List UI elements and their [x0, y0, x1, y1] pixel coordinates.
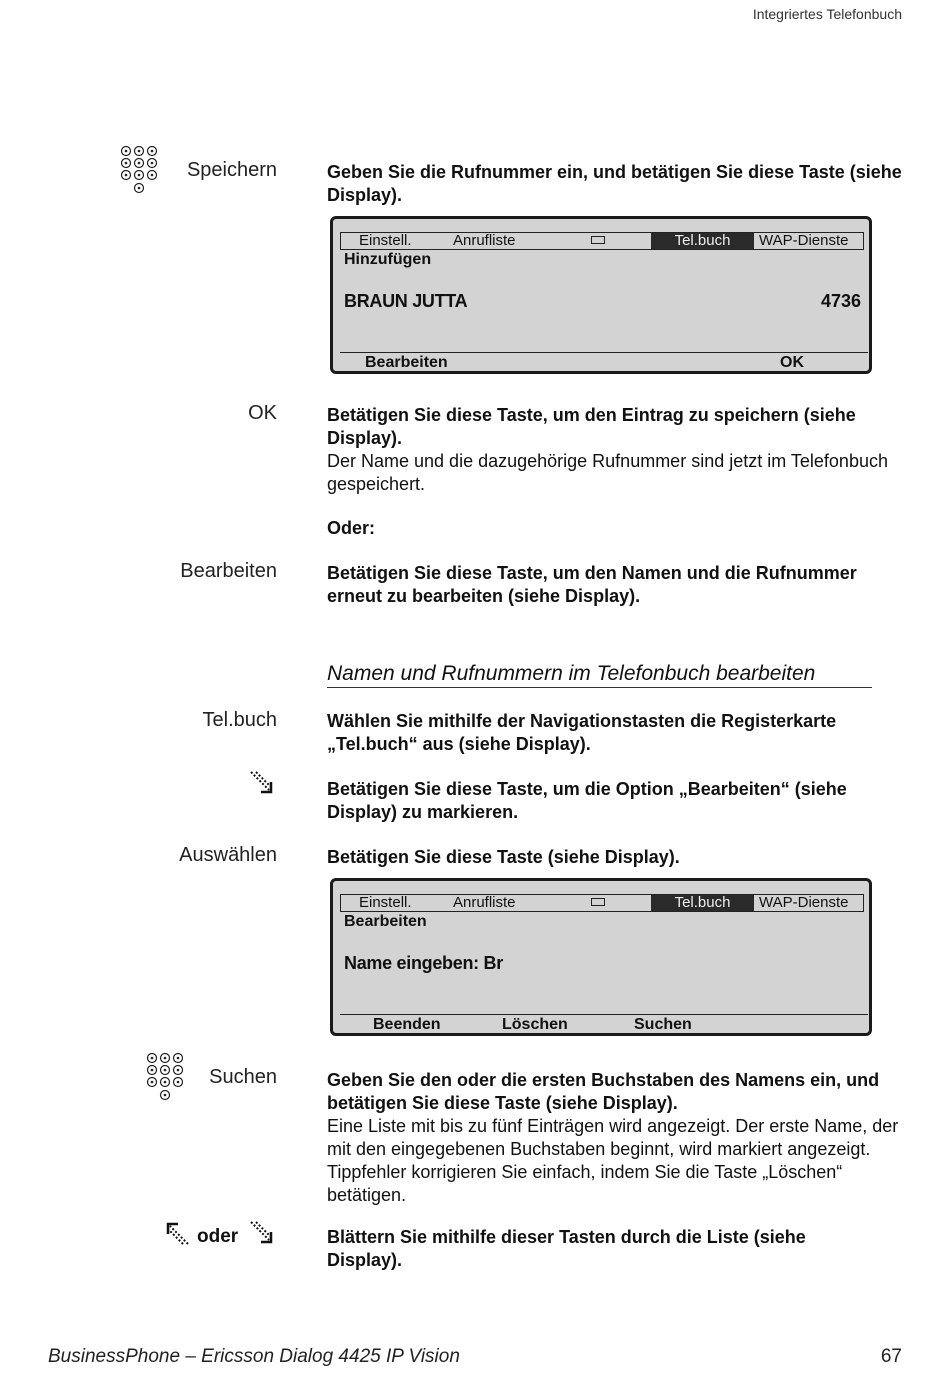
tab-einstell[interactable]: Einstell. [359, 894, 412, 911]
step-bold: Betätigen Sie diese Taste (siehe Display). [327, 847, 680, 867]
message-icon [591, 236, 605, 244]
step-scroll-text [327, 1226, 807, 1272]
tab-telbuch-label[interactable]: Tel.buch [202, 709, 277, 731]
step-bold: Betätigen Sie diese Taste, um die Option „Bearbeiten“ (siehe Display) zu markieren. [327, 779, 847, 822]
softkey-suchen-label[interactable]: Suchen [209, 1066, 277, 1088]
keypad-icon [119, 145, 159, 197]
softkey-divider [340, 352, 868, 353]
display-tabs [340, 894, 864, 912]
running-header: Integriertes Telefonbuch [752, 6, 902, 22]
display-entry-number: 4736 [820, 291, 861, 311]
message-icon [591, 898, 605, 906]
tab-telbuch[interactable]: Tel.buch [651, 895, 754, 911]
tab-telbuch[interactable]: Tel.buch [651, 233, 754, 249]
step-bold: Betätigen Sie diese Taste, um den Namen und die Rufnummer erneut zu bearbeiten (siehe Display). [327, 563, 857, 606]
oder-label: oder [197, 1226, 239, 1247]
phone-display-add [330, 216, 872, 374]
step-normal: Der Name und die dazugehörige Rufnummer sind jetzt im Telefonbuch gespeichert. [327, 451, 888, 494]
softkey-ok[interactable]: OK [780, 354, 804, 371]
section-heading: Namen und Rufnummern im Telefonbuch bearbeiten [327, 662, 872, 688]
display-name-prompt[interactable]: Name eingeben: Br [344, 953, 503, 973]
step-arrow-text [327, 778, 907, 824]
tab-anrufliste[interactable]: Anrufliste [453, 232, 516, 249]
tab-wap-dienste[interactable]: WAP-Dienste [759, 232, 849, 249]
step-suchen-text [327, 1069, 907, 1207]
tab-anrufliste[interactable]: Anrufliste [453, 894, 516, 911]
page-number: 67 [880, 1346, 902, 1367]
arrow-down-icon[interactable] [249, 770, 275, 796]
arrow-up-icon[interactable] [164, 1220, 190, 1246]
step-bearbeiten-text [327, 562, 907, 608]
step-telbuch-text [327, 710, 907, 756]
keypad-icon [145, 1052, 185, 1104]
softkey-speichern[interactable]: Speichern [186, 159, 277, 181]
step-bold: Wählen Sie mithilfe der Navigationstasten die Registerkarte „Tel.buch“ aus (siehe Display). [327, 711, 837, 754]
softkey-divider [340, 1014, 868, 1015]
softkey-bearbeiten-label[interactable]: Bearbeiten [180, 560, 277, 582]
step-bold: Betätigen Sie diese Taste, um den Eintrag zu speichern (siehe Display). [327, 405, 856, 448]
display-tabs [340, 232, 864, 250]
footer-title: BusinessPhone – Ericsson Dialog 4425 IP Vision [48, 1346, 460, 1367]
softkey-ok-label[interactable]: OK [248, 402, 277, 424]
display-title: Hinzufügen [344, 251, 432, 268]
step-bold: Geben Sie die Rufnummer ein, und betätigen Sie diese Taste (siehe Display). [327, 162, 902, 205]
softkey-suchen[interactable]: Suchen [634, 1016, 692, 1033]
phone-display-edit [330, 878, 872, 1036]
softkey-bearbeiten[interactable]: Bearbeiten [365, 354, 448, 371]
step-ok-text [327, 404, 907, 496]
step-bold: Geben Sie den oder die ersten Buchstaben des Namens ein, und betätigen Sie diese Taste (siehe Display). [327, 1070, 880, 1113]
softkey-beenden[interactable]: Beenden [373, 1016, 441, 1033]
step-bold: Oder: [327, 518, 376, 538]
tab-einstell[interactable]: Einstell. [359, 232, 412, 249]
softkey-loeschen[interactable]: Löschen [502, 1016, 568, 1033]
step-auswaehlen-text [327, 846, 907, 869]
step-bold: Blättern Sie mithilfe dieser Tasten durch die Liste (siehe Display). [327, 1227, 806, 1270]
step-speichern-text [327, 161, 907, 207]
tab-wap-dienste[interactable]: WAP-Dienste [759, 894, 849, 911]
oder-text [327, 517, 907, 540]
arrow-down-icon[interactable] [249, 1220, 275, 1246]
display-title: Bearbeiten [344, 913, 427, 930]
softkey-auswaehlen-label[interactable]: Auswählen [179, 844, 277, 866]
step-normal: Eine Liste mit bis zu fünf Einträgen wird angezeigt. Der erste Name, der mit den eingegebenen Buchstaben beginnt, wird markiert angezeigt. Tippfehler korrigieren Sie einfach, indem Sie die Taste „Löschen“ betätigen. [327, 1116, 899, 1205]
display-entry-name: BRAUN JUTTA [344, 291, 468, 311]
